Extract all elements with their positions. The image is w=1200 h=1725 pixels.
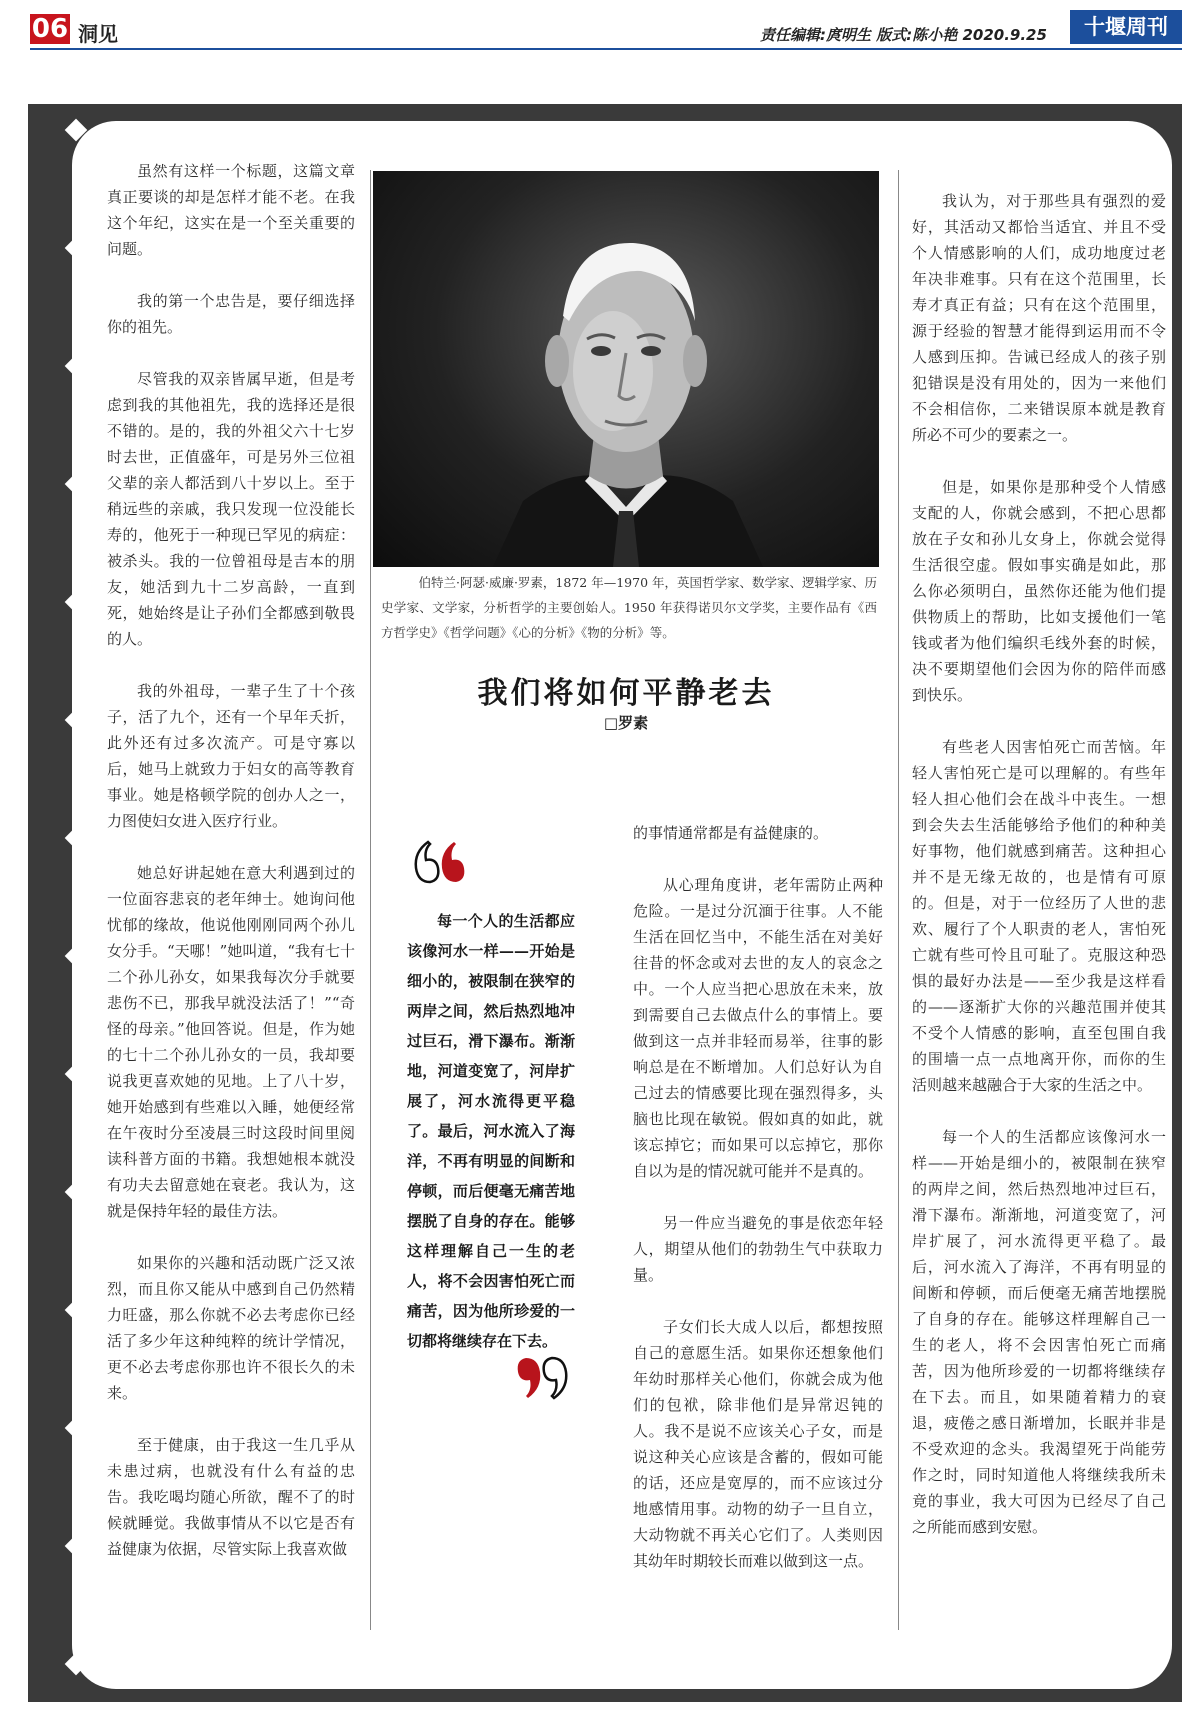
paragraph: 每一个人的生活都应该像河水一样——开始是细小的，被限制在狭窄的两岸之间，然后热烈地冲过巨石，滑下瀑布。渐渐地，河道变宽了，河岸扩展了，河水流得更平稳了。最后，河水流入了海洋，不再有明显的间断和停顿，而后便毫无痛苦地摆脱了自身的存在。能够这样理解自己一生的老人，将不会因害怕死亡而痛苦，因为他所珍爱的一切都将继续存在下去。而且，如果随着精力的衰退，疲倦之感日渐增加，长眠并非是不受欢迎的念头。我渴望死于尚能劳作之时，同时知道他人将继续我所未竟的事业，我大可因为已经尽了自己之所能而感到安慰。 (912, 1128, 1166, 1536)
portrait-illustration (373, 171, 879, 567)
paragraph: 有些老人因害怕死亡而苦恼。年轻人害怕死亡是可以理解的。有些年轻人担心他们会在战斗中丧生。一想到会失去生活能够给予他们的种种美好事物，他们就感到痛苦。这种担心并不是无缘无故的，也是情有可原的。但是，对于一位经历了人世的悲欢、履行了个人职责的老人，害怕死亡就有些可怜且可耻了。克服这种恐惧的最好办法是——至少我是这样看的——逐渐扩大你的兴趣范围并使其不受个人情感的影响，直至包围自我的围墙一点一点地离开你，而你的生活则越来越融合于大家的生活之中。 (912, 738, 1166, 1094)
section-title: 洞见 (78, 22, 118, 46)
column-rule (370, 170, 371, 1630)
middle-column (633, 820, 883, 1600)
pull-quote: 每一个人的生活都应该像河水一样——开始是细小的，被限制在狭窄的两岸之间，然后热烈地冲过巨石，滑下瀑布。渐渐地，河道变宽了，河岸扩展了，河水流得更平稳了。最后，河水流入了海洋，不再有明显的间断和停顿，而后便毫无痛苦地摆脱了自身的存在。能够这样理解自己一生的老人，将不会因害怕死亡而痛苦，因为他所珍爱的一切都将继续存在下去。 (407, 912, 575, 1350)
header-rule (30, 48, 1182, 50)
paragraph: 尽管我的双亲皆属早逝，但是考虑到我的其他祖先，我的选择还是很不错的。是的，我的外祖父六十七岁时去世，正值盛年，可是另外三位祖父辈的亲人都活到八十岁以上。至于稍远些的亲戚，我只发现一位没能长寿的，他死于一种现已罕见的病症：被杀头。我的一位曾祖母是吉本的朋友，她活到九十二岁高龄，一直到死，她始终是让子孙们全都感到敬畏的人。 (107, 370, 355, 648)
portrait-photo (373, 171, 879, 567)
page-number: 06 (31, 14, 69, 44)
open-quote-icon (410, 838, 466, 888)
left-column (107, 158, 355, 1588)
paragraph: 至于健康，由于我这一生几乎从未患过病，也就没有什么有益的忠告。我吃喝均随心所欲，醒不了的时候就睡觉。我做事情从不以它是否有益健康为依据，尽管实际上我喜欢做 (107, 1436, 355, 1558)
paragraph: 我的第一个忠告是，要仔细选择你的祖先。 (107, 292, 355, 336)
paragraph: 我的外祖母，一辈子生了十个孩子，活了九个，还有一个早年夭折，此外还有过多次流产。可是守寡以后，她马上就致力于妇女的高等教育事业。她是格顿学院的创办人之一，力图使妇女进入医疗行业。 (107, 682, 355, 830)
close-quote-icon (516, 1352, 572, 1402)
photo-caption: 伯特兰·阿瑟·威廉·罗素，1872 年—1970 年，英国哲学家、数学家、逻辑学家、历史学家、文学家，分析哲学的主要创始人。1950 年获得诺贝尔文学奖，主要作品有《西方哲学史》《哲学问题》《心的分析》《物的分析》等。 (381, 575, 877, 640)
editor-credits: 责任编辑:庹明生 版式:陈小艳 2020.9.25 (760, 26, 1047, 44)
paragraph: 但是，如果你是那种受个人情感支配的人，你就会感到，不把心思都放在子女和孙儿女身上，你就会觉得生活很空虚。假如事实确是如此，那么你必须明白，虽然你还能为他们提供物质上的帮助，比如支援他们一笔钱或者为他们编织毛线外套的时候，决不要期望他们会因为你的陪伴而感到快乐。 (912, 478, 1166, 704)
masthead-logo: 十堰周刊 (1070, 10, 1182, 44)
paragraph: 的事情通常都是有益健康的。 (633, 824, 829, 842)
article-byline: □罗素 (603, 714, 649, 732)
paragraph: 另一件应当避免的事是依恋年轻人，期望从他们的勃勃生气中获取力量。 (633, 1214, 883, 1284)
right-column (912, 188, 1166, 1566)
paragraph: 虽然有这样一个标题，这篇文章真正要谈的却是怎样才能不老。在我这个年纪，这实在是一个至关重要的问题。 (107, 162, 355, 258)
paragraph: 我认为，对于那些具有强烈的爱好，其活动又都恰当适宜、并且不受个人情感影响的人们，成功地度过老年决非难事。只有在这个范围里，长寿才真正有益；只有在这个范围里，源于经验的智慧才能得到运用而不令人感到压抑。告诫已经成人的孩子别犯错误是没有用处的，因为一来他们不会相信你，二来错误原本就是教育所必不可少的要素之一。 (912, 192, 1166, 444)
column-rule (898, 170, 899, 1630)
paragraph: 从心理角度讲，老年需防止两种危险。一是过分沉湎于往事。人不能生活在回忆当中，不能生活在对美好往昔的怀念或对去世的友人的哀念之中。一个人应当把心思放在未来，放到需要自己去做点什么的事情上。要做到这一点并非轻而易举，往事的影响总是在不断增加。人们总好认为自己过去的情感要比现在强烈得多，头脑也比现在敏锐。假如真的如此，就该忘掉它；而如果可以忘掉它，那你自以为是的情况就可能并不是真的。 (633, 876, 883, 1180)
article-title: 我们将如何平静老去 (477, 676, 775, 711)
paragraph: 她总好讲起她在意大利遇到过的一位面容悲哀的老年绅士。她询问他忧郁的缘故，他说他刚刚同两个孙儿女分手。“天哪！”她叫道，“我有七十二个孙儿孙女，如果我每次分手就要悲伤不已，那我早就没法活了！”“奇怪的母亲。”他回答说。但是，作为她的七十二个孙儿孙女的一员，我却要说我更喜欢她的见地。上了八十岁，她开始感到有些难以入睡，她便经常在午夜时分至凌晨三时这段时间里阅读科普方面的书籍。我想她根本就没有功夫去留意她在衰老。我认为，这就是保持年轻的最佳方法。 (107, 864, 356, 1220)
paragraph: 如果你的兴趣和活动既广泛又浓烈，而且你又能从中感到自己仍然精力旺盛，那么你就不必去考虑你已经活了多少年这种纯粹的统计学情况，更不必去考虑你那也许不很长久的未来。 (107, 1254, 355, 1402)
paragraph: 子女们长大成人以后，都想按照自己的意愿生活。如果你还想象他们年幼时那样关心他们，你就会成为他们的包袱，除非他们是异常迟钝的人。我不是说不应该关心子女，而是说这种关心应该是含蓄的，假如可能的话，还应是宽厚的，而不应该过分地感情用事。动物的幼子一旦自立，大动物就不再关心它们了。人类则因其幼年时期较长而难以做到这一点。 (633, 1318, 883, 1570)
